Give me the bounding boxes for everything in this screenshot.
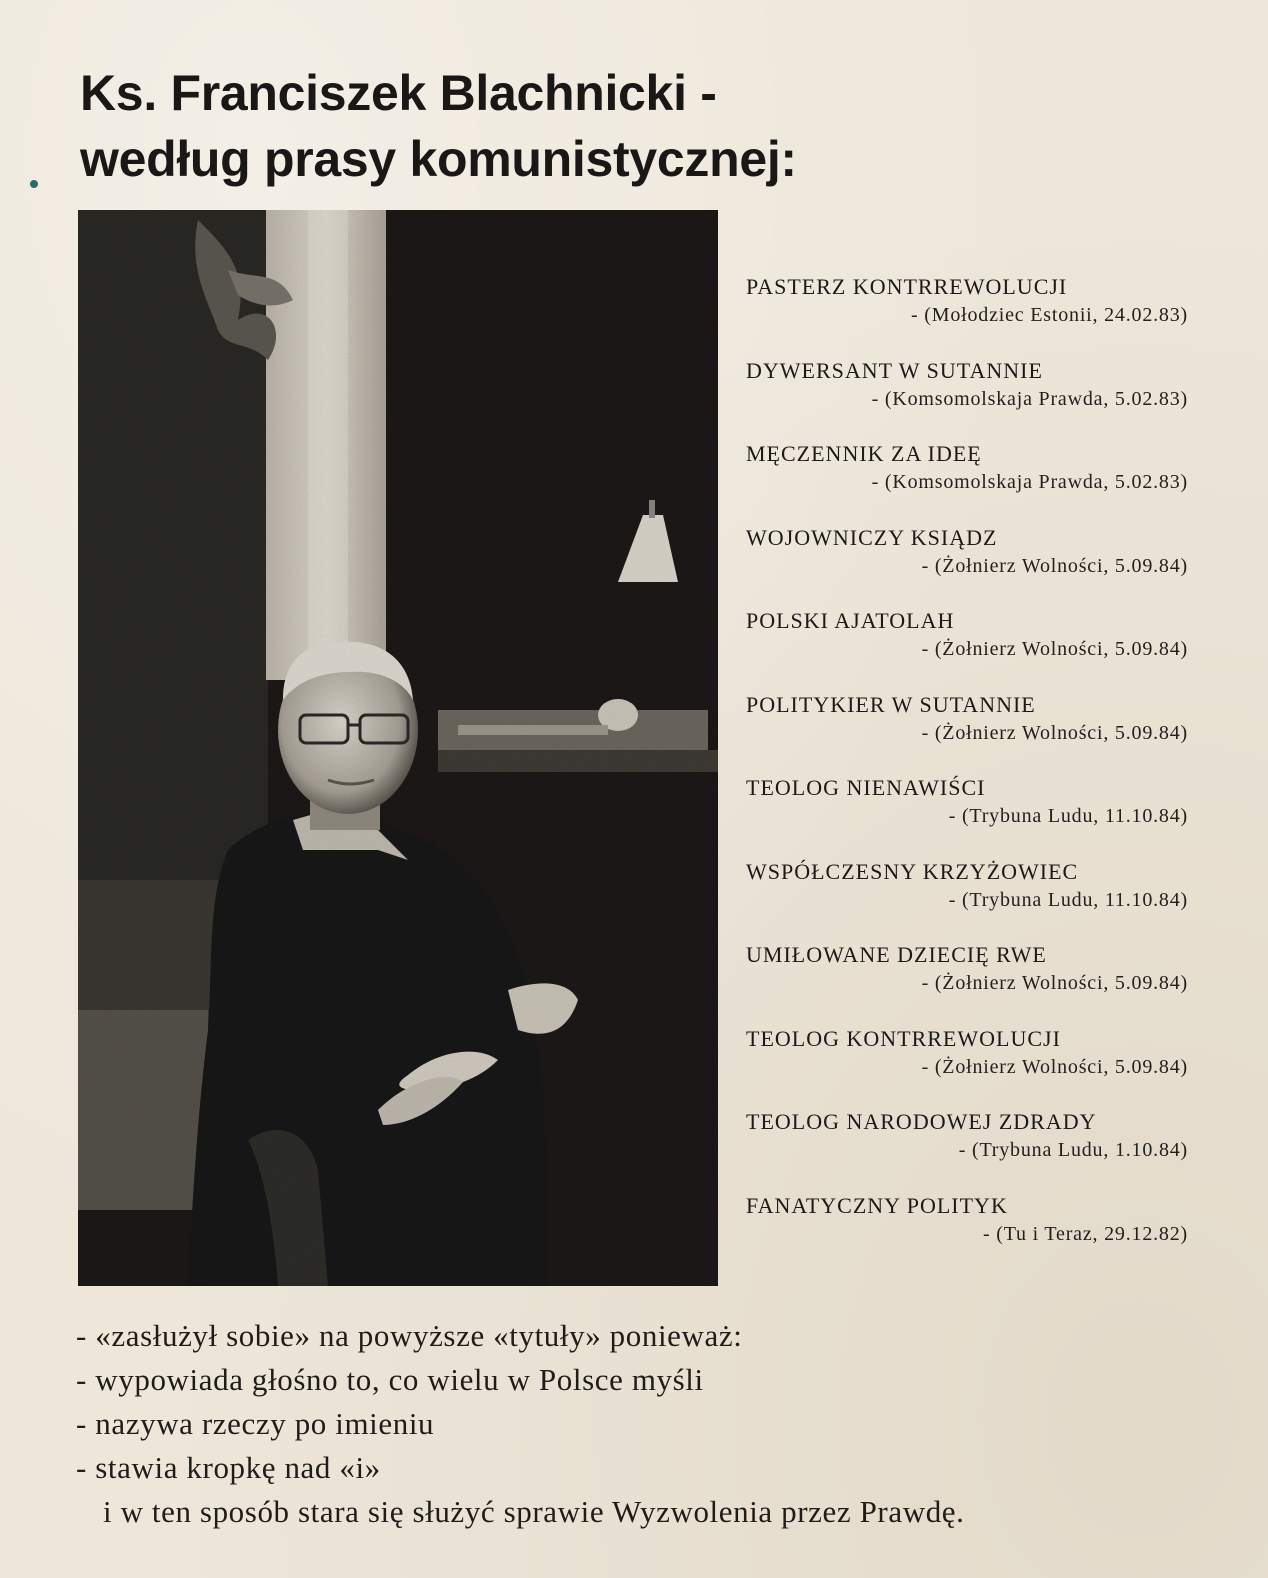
title-line-2: według prasy komunistycznej: <box>80 131 797 187</box>
closing-line: - nazywa rzeczy po imieniu <box>76 1406 435 1441</box>
list-item <box>746 523 1188 607</box>
press-title: TEOLOG NARODOWEJ ZDRADY <box>746 1109 1097 1134</box>
press-title: UMIŁOWANE DZIECIĘ RWE <box>746 942 1047 967</box>
press-source: - (Tu i Teraz, 29.12.82) <box>982 1222 1188 1245</box>
press-title: PASTERZ KONTRREWOLUCJI <box>746 274 1068 299</box>
list-item <box>746 1191 1188 1275</box>
press-title: POLITYKIER W SUTANNIE <box>746 691 1036 717</box>
press-titles-list <box>746 272 1188 1274</box>
list-item <box>746 356 1188 440</box>
list-item <box>746 940 1188 1024</box>
list-item <box>746 439 1188 523</box>
list-item <box>746 857 1188 941</box>
closing-line: - «zasłużył sobie» na powyższe «tytuły» ponieważ: <box>76 1318 743 1353</box>
press-source: - (Żołnierz Wolności, 5.09.84) <box>921 972 1188 994</box>
press-source: - (Trybuna Ludu, 1.10.84) <box>958 1139 1188 1161</box>
list-item <box>746 690 1188 774</box>
closing-line: i w ten sposób stara się służyć sprawie Wyzwolenia przez Prawdę. <box>103 1494 965 1529</box>
ink-speck <box>30 180 38 188</box>
press-title: WOJOWNICZY KSIĄDZ <box>746 524 998 550</box>
press-source: - (Żołnierz Wolności, 5.09.84) <box>921 1055 1188 1078</box>
press-source: - (Trybuna Ludu, 11.10.84) <box>948 805 1188 827</box>
press-title: TEOLOG KONTRREWOLUCJI <box>746 1025 1061 1051</box>
page-title <box>80 60 1180 192</box>
press-source: - (Komsomolskaja Prawda, 5.02.83) <box>871 471 1188 493</box>
portrait-photo <box>78 210 718 1286</box>
press-source: - (Komsomolskaja Prawda, 5.02.83) <box>871 387 1188 410</box>
press-title: DYWERSANT W SUTANNIE <box>746 357 1043 383</box>
list-item <box>746 606 1188 690</box>
title-line-1: Ks. Franciszek Blachnicki - <box>80 65 717 121</box>
press-title: MĘCZENNIK ZA IDEĘ <box>746 441 982 466</box>
list-item <box>746 1024 1188 1108</box>
closing-line: - wypowiada głośno to, co wielu w Polsce myśli <box>76 1362 704 1397</box>
press-source: - (Żołnierz Wolności, 5.09.84) <box>921 554 1188 577</box>
list-item <box>746 272 1188 356</box>
closing-statement <box>76 1314 1226 1534</box>
press-title: FANATYCZNY POLITYK <box>746 1192 1008 1218</box>
list-item <box>746 1107 1188 1191</box>
closing-line: - stawia kropkę nad «i» <box>76 1450 381 1485</box>
press-source: - (Mołodziec Estonii, 24.02.83) <box>911 304 1188 326</box>
press-source: - (Żołnierz Wolności, 5.09.84) <box>921 638 1188 660</box>
list-item <box>746 773 1188 857</box>
press-source: - (Żołnierz Wolności, 5.09.84) <box>921 721 1188 744</box>
press-title: TEOLOG NIENAWIŚCI <box>746 775 986 800</box>
press-source: - (Trybuna Ludu, 11.10.84) <box>948 888 1188 911</box>
press-title: POLSKI AJATOLAH <box>746 608 955 633</box>
press-title: WSPÓŁCZESNY KRZYŻOWIEC <box>746 858 1079 884</box>
